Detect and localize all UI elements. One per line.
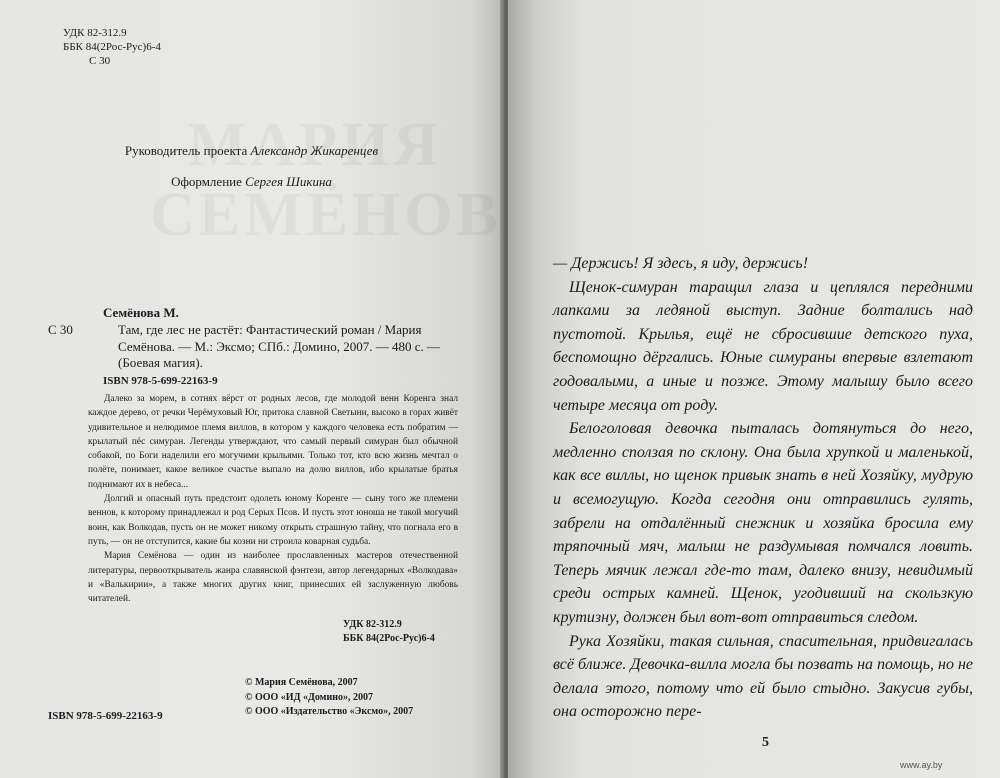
classification-bottom	[343, 618, 435, 646]
bbk-code-bottom: ББК 84(2Рос-Рус)6-4	[343, 633, 435, 644]
catalog-code: С 30	[48, 322, 73, 337]
bbk-code: ББК 84(2Рос-Рус)6-4	[63, 41, 161, 53]
site-watermark: www.ay.by	[900, 760, 943, 770]
story-paragraph: — Держись! Я здесь, я иду, держись!	[553, 255, 809, 272]
project-lead-name: Александр Жикаренцев	[250, 143, 379, 158]
design-label: Оформление	[171, 174, 242, 189]
classification-block	[63, 26, 161, 68]
author-mark: С 30	[89, 55, 111, 67]
copyright-block	[245, 676, 413, 720]
page-number: 5	[762, 735, 769, 750]
project-lead-label: Руководитель проекта	[124, 143, 248, 158]
annotation-paragraph: Долгий и опасный путь предстоит одолеть юному Коренге — сыну того же племени веннов, к которому принадлежал и род Серых Псов. И пусть этот юноша не такой могучий воин, как Волкодав, пусть он не может никому открыть страшную тайну, что погнала его в путь, — он не отступится, какие бы козни ни строила коварная судьба.	[88, 494, 458, 547]
story-text	[553, 252, 973, 724]
design-credit	[0, 174, 503, 190]
isbn-top: ISBN 978-5-699-22163-9	[103, 375, 218, 387]
design-name: Сергея Шикина	[245, 174, 332, 189]
copyright-line: © ООО «Издательство «Эксмо», 2007	[245, 706, 414, 717]
copyright-line: © Мария Семёнова, 2007	[245, 677, 358, 688]
annotation	[88, 392, 458, 606]
udk-code-bottom: УДК 82-312.9	[343, 619, 402, 630]
author-heading: Семёнова М.	[103, 305, 179, 320]
annotation-paragraph: Мария Семёнова — один из наиболее прославленных мастеров отечественной литературы, первооткрыватель жанра славянской фэнтези, автор легендарных «Волкодава» и «Валькирии», а также многих других книг, принесших ей заслуженную любовь читателей.	[88, 551, 458, 605]
copyright-line: © ООО «ИД «Домино», 2007	[245, 691, 373, 703]
bibliographic-description: Там, где лес не растёт: Фантастический роман / Мария Семёнова. — М.: Эксмо; СПб.: Домино, 2007. — 480 с. — (Боевая магия).	[118, 322, 440, 370]
project-lead-credit	[0, 143, 503, 159]
isbn-bottom: ISBN 978-5-699-22163-9	[48, 710, 163, 722]
story-paragraph: Белоголовая девочка пыталась дотянуться до него, медленно сползая по склону. Она была хрупкой и маленькой, как все виллы, но щенок привык знать в ней Хозяйку, мудрую и всемогущую. Когда сегодня они отправились гулять, забрели на отдалённый снежник и хозяйка бросила ему тряпочный мяч, малыш не раздумывая помчался ловить. Теперь мячик лежал где-то там, далеко внизу, невидимый среди острых камней. Щенок, угодивший на скользкую крутизну, должен был вот-вот отправиться следом.	[553, 420, 973, 626]
story-paragraph: Щенок-симуран таращил глаза и цеплялся передними лапками за ледяной выступ. Задние болтались над пустотой. Крылья, ещё не сбросившие детского пуха, беспомощно дёргались. Юные симураны впервые взлетают годовалыми, а иные и позже. Этому малышу было всего четыре месяца от роду.	[553, 278, 973, 414]
udk-code: УДК 82-312.9	[63, 27, 127, 39]
story-paragraph: Рука Хозяйки, такая сильная, спасительная, придвигалась всё ближе. Девочка-вилла могла бы позвать на помощь, но не делала этого, потому что ей было стыдно. Закусив губы, она осторожно пере-	[553, 632, 973, 721]
annotation-paragraph: Далеко за морем, в сотнях вёрст от родных лесов, где молодой венн Коренга знал каждое дерево, от речки Черёмуховый Юг, притока славной Светыни, высоко в горах живёт удивительное и нелюдимое племя виллов, в котором у каждого человека есть побратим — крылатый пёс симуран. Легенды утверждают, что самый первый симуран был обычной собакой, по Боги наделили его могучими крыльями. Только тот, кто всю жизнь мечтал о полёте, понимает, какое великое счастье выпало на долю виллов, ибо крылатые братья поднимают их в небеса...	[88, 394, 458, 490]
